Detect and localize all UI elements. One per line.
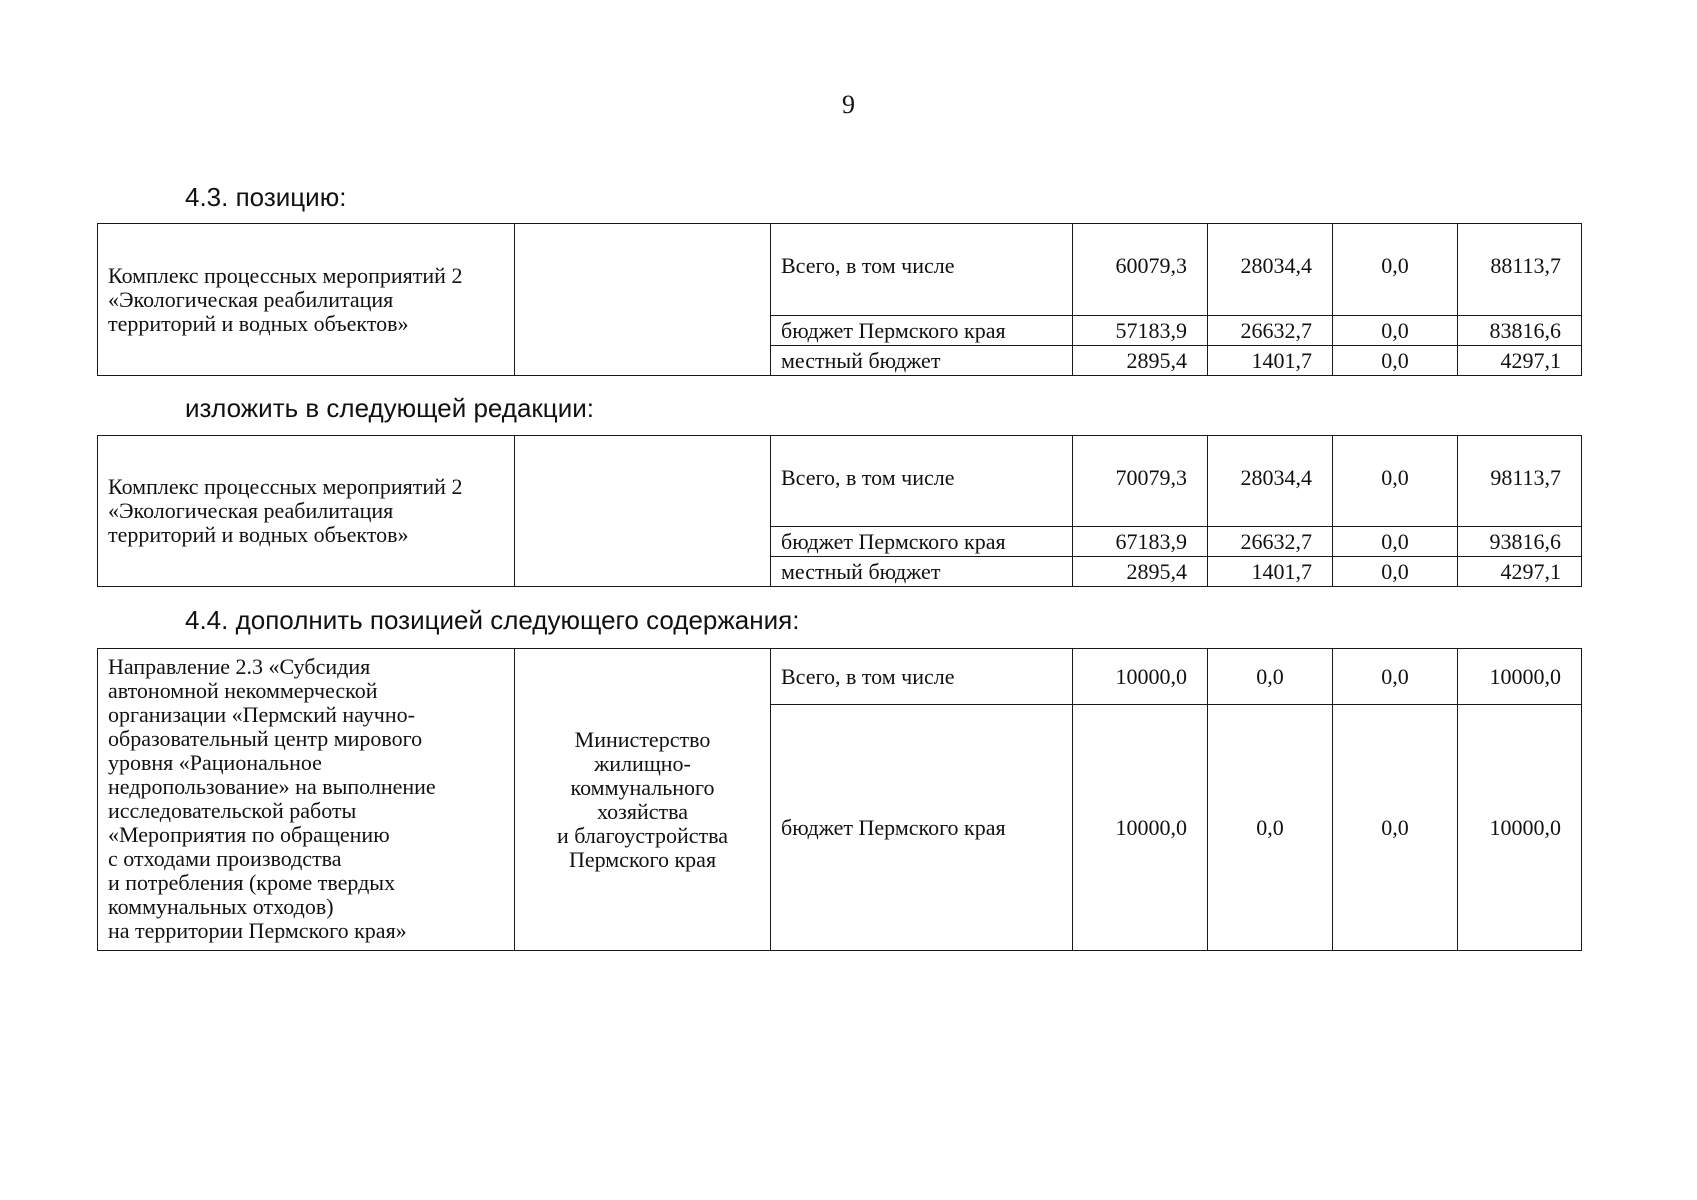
section-4-4-heading: 4.4. дополнить позицией следующего содержания: bbox=[185, 605, 800, 635]
position-name-cell: Комплекс процессных мероприятий 2 «Экологическая реабилитация территорий и водных объектов» bbox=[98, 224, 515, 376]
value-cell: 4297,1 bbox=[1458, 346, 1582, 376]
value-cell: 1401,7 bbox=[1208, 557, 1333, 587]
section-4-4-table bbox=[97, 648, 1582, 951]
value-cell: 10000,0 bbox=[1073, 705, 1208, 951]
value-cell: 2895,4 bbox=[1073, 557, 1208, 587]
value-cell: 10000,0 bbox=[1458, 705, 1582, 951]
responsible-cell bbox=[515, 224, 771, 376]
value-cell: 4297,1 bbox=[1458, 557, 1582, 587]
page-number: 9 bbox=[842, 90, 855, 119]
value-cell: 0,0 bbox=[1333, 527, 1458, 557]
value-cell: 0,0 bbox=[1333, 346, 1458, 376]
value-cell: 1401,7 bbox=[1208, 346, 1333, 376]
value-cell: 0,0 bbox=[1208, 649, 1333, 705]
new-edition-heading: изложить в следующей редакции: bbox=[185, 393, 594, 423]
value-cell: 26632,7 bbox=[1208, 527, 1333, 557]
value-cell: 0,0 bbox=[1208, 705, 1333, 951]
funding-source-cell: бюджет Пермского края bbox=[771, 316, 1073, 346]
section-4-3-heading: 4.3. позицию: bbox=[185, 182, 347, 212]
value-cell: 93816,6 bbox=[1458, 527, 1582, 557]
responsible-cell: Министерство жилищно- коммунального хозяйства и благоустройства Пермского края bbox=[515, 649, 771, 951]
value-cell: 10000,0 bbox=[1458, 649, 1582, 705]
value-cell: 28034,4 bbox=[1208, 224, 1333, 316]
value-cell: 0,0 bbox=[1333, 557, 1458, 587]
value-cell: 88113,7 bbox=[1458, 224, 1582, 316]
value-cell: 10000,0 bbox=[1073, 649, 1208, 705]
value-cell: 98113,7 bbox=[1458, 436, 1582, 527]
funding-source-cell: бюджет Пермского края bbox=[771, 705, 1073, 951]
value-cell: 0,0 bbox=[1333, 649, 1458, 705]
value-cell: 28034,4 bbox=[1208, 436, 1333, 527]
value-cell: 70079,3 bbox=[1073, 436, 1208, 527]
section-4-3-table bbox=[97, 223, 1582, 376]
value-cell: 60079,3 bbox=[1073, 224, 1208, 316]
value-cell: 0,0 bbox=[1333, 705, 1458, 951]
value-cell: 0,0 bbox=[1333, 316, 1458, 346]
value-cell: 2895,4 bbox=[1073, 346, 1208, 376]
table-row bbox=[98, 436, 1582, 527]
new-edition-table bbox=[97, 435, 1582, 587]
funding-source-cell: местный бюджет bbox=[771, 557, 1073, 587]
value-cell: 67183,9 bbox=[1073, 527, 1208, 557]
value-cell: 57183,9 bbox=[1073, 316, 1208, 346]
funding-source-cell: Всего, в том числе bbox=[771, 224, 1073, 316]
responsible-cell bbox=[515, 436, 771, 587]
table-row bbox=[98, 224, 1582, 316]
value-cell: 83816,6 bbox=[1458, 316, 1582, 346]
funding-source-cell: бюджет Пермского края bbox=[771, 527, 1073, 557]
position-name-cell: Комплекс процессных мероприятий 2 «Экологическая реабилитация территорий и водных объектов» bbox=[98, 436, 515, 587]
funding-source-cell: местный бюджет bbox=[771, 346, 1073, 376]
funding-source-cell: Всего, в том числе bbox=[771, 649, 1073, 705]
value-cell: 26632,7 bbox=[1208, 316, 1333, 346]
value-cell: 0,0 bbox=[1333, 224, 1458, 316]
value-cell: 0,0 bbox=[1333, 436, 1458, 527]
funding-source-cell: Всего, в том числе bbox=[771, 436, 1073, 527]
table-row bbox=[98, 649, 1582, 705]
position-name-cell: Направление 2.3 «Субсидия автономной некоммерческой организации «Пермский научно- образовательный центр мирового уровня «Рациональное недропользование» на выполнение исследовательской работы «Мероприятия по обращению с отходами производства и потребления (кроме твердых коммунальных отходов) на территории Пермского края» bbox=[98, 649, 515, 951]
